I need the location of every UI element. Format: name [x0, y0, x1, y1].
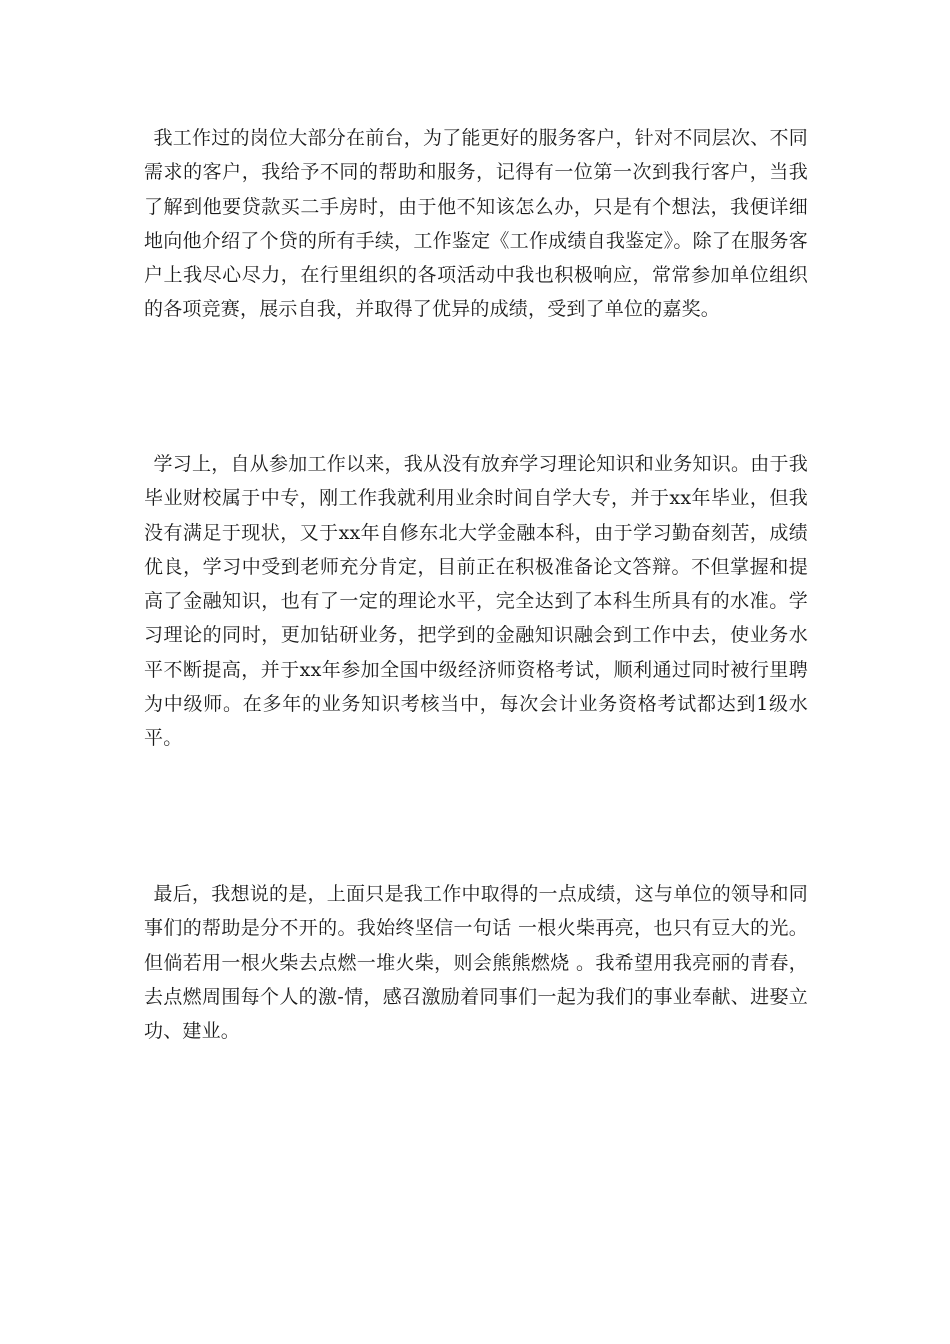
paragraph-study: 学习上，自从参加工作以来，我从没有放弃学习理论知识和业务知识。由于我毕业财校属于中专，刚工作我就利用业余时间自学大专，并于xx年毕业，但我没有满足于现状，又于xx年自修东北大学金融本科，由于学习勤奋刻苦，成绩优良，学习中受到老师充分肯定，目前正在积极准备论文答辩。不但掌握和提高了金融知识，也有了一定的理论水平，完全达到了本科生所具有的水准。学习理论的同时，更加钻研业务，把学到的金融知识融会到工作中去，使业务水平不断提高，并于xx年参加全国中级经济师资格考试，顺利通过同时被行里聘为中级师。在多年的业务知识考核当中，每次会计业务资格考试都达到1级水平。 — [144, 453, 808, 750]
paragraph-conclusion: 最后，我想说的是，上面只是我工作中取得的一点成绩，这与单位的领导和同事们的帮助是分不开的。我始终坚信一句话 一根火柴再亮，也只有豆大的光。但倘若用一根火柴去点燃一堆火柴，则会熊熊燃烧 。我希望用我亮丽的青春，去点燃周围每个人的激-情，感召激励着同事们一起为我们的事业奉献、进娶立功、建业。 — [144, 883, 808, 1043]
paragraph-work-service: 我工作过的岗位大部分在前台，为了能更好的服务客户，针对不同层次、不同需求的客户，我给予不同的帮助和服务，记得有一位第一次到我行客户，当我了解到他要贷款买二手房时，由于他不知该怎么办，只是有个想法，我便详细地向他介绍了个贷的所有手续，工作鉴定《工作成绩自我鉴定》。除了在服务客户上我尽心尽力，在行里组织的各项活动中我也积极响应，常常参加单位组织的各项竞赛，展示自我，并取得了优异的成绩，受到了单位的嘉奖。 — [144, 127, 808, 321]
